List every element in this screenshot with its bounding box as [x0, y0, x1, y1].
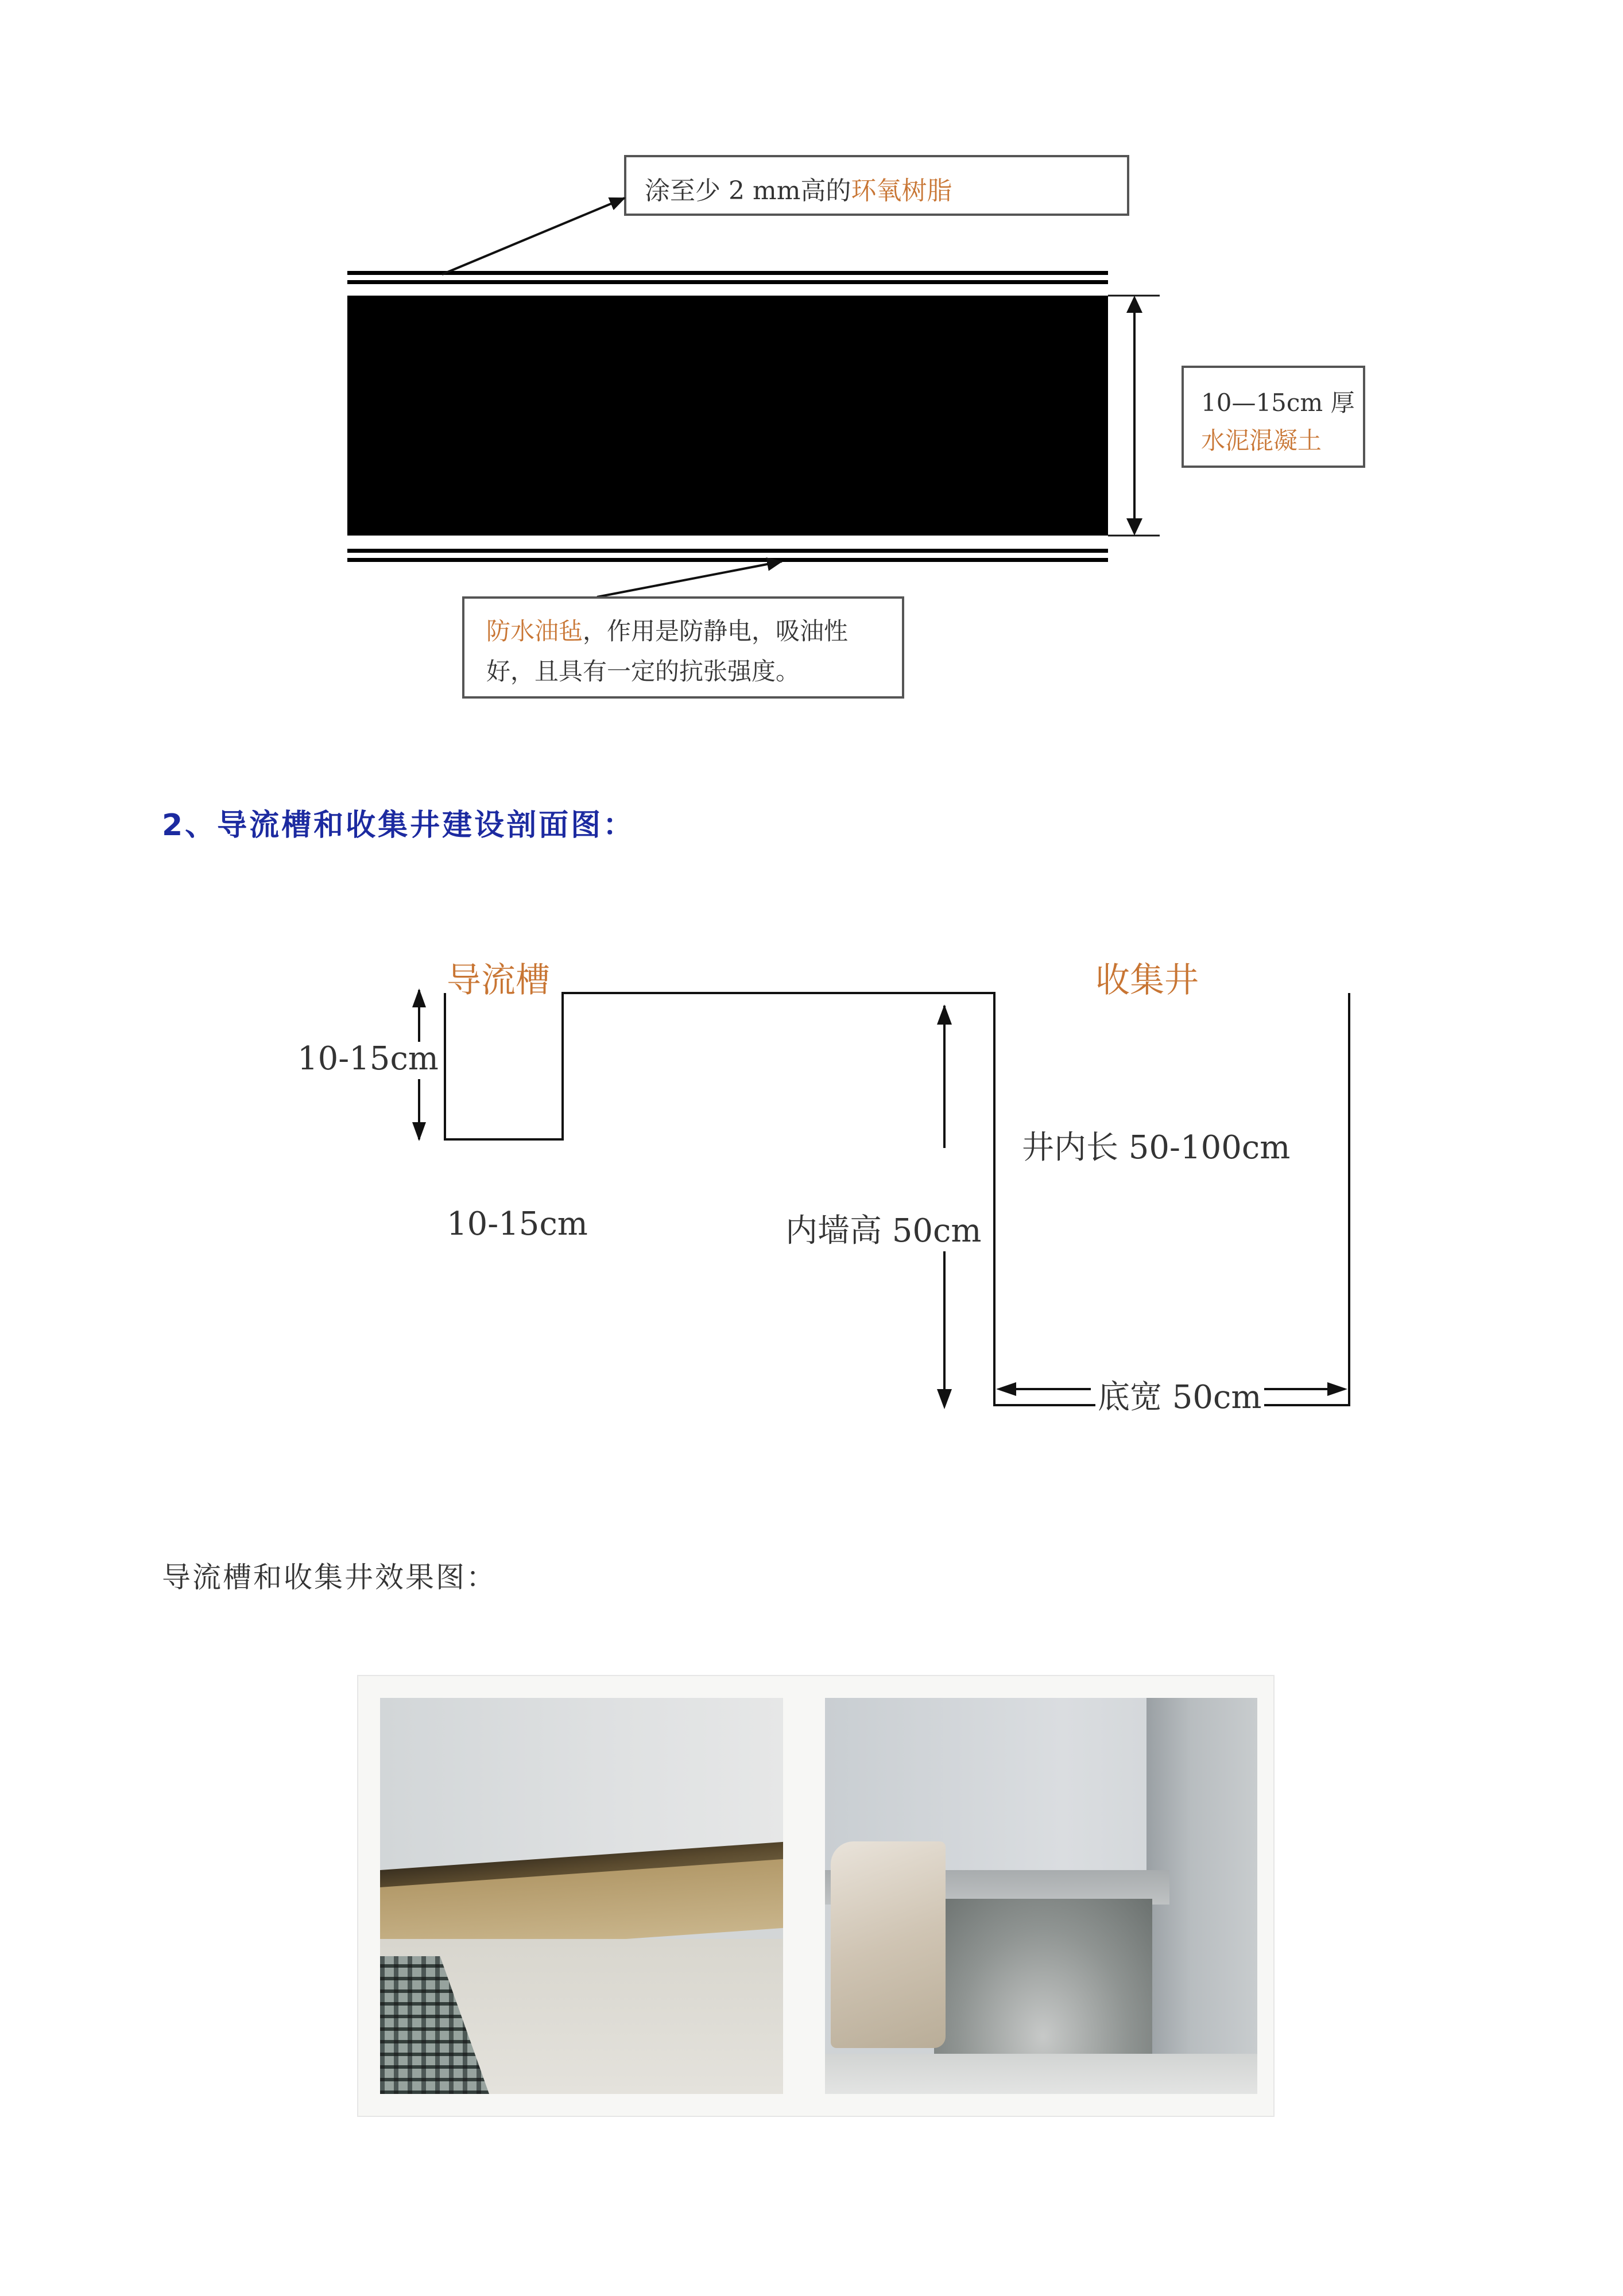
felt-callout-line1-rest: ，作用是防静电，吸油性 — [583, 617, 849, 645]
bottom-width-label: 底宽 50cm — [1095, 1372, 1264, 1418]
wall-height-label: 内墙高 50cm — [785, 1212, 982, 1250]
concrete-callout-line2: 水泥混凝土 — [1201, 426, 1322, 455]
effect-heading: 导流槽和收集井效果图： — [162, 1561, 497, 1594]
epoxy-callout-prefix: 涂至少 2 mm高的 — [645, 176, 851, 205]
felt-callout-line2: 好，且具有一定的抗张强度。 — [486, 657, 800, 685]
channel-label: 导流槽 — [447, 960, 550, 1000]
well-label: 收集井 — [1095, 960, 1199, 1000]
channel-photo — [380, 1698, 783, 2094]
section-2-heading: 2、导流槽和收集井建设剖面图： — [162, 808, 636, 843]
well-photo — [825, 1698, 1257, 2094]
epoxy-callout-highlight: 环氧树脂 — [851, 176, 952, 205]
felt-callout-highlight: 防水油毡 — [486, 617, 583, 645]
channel-width-label: 10-15cm — [447, 1205, 588, 1243]
concrete-callout-line1: 10—15cm 厚 — [1201, 389, 1355, 417]
well-pit — [934, 1899, 1152, 2071]
well-length-label: 井内长 50-100cm — [1022, 1129, 1291, 1166]
channel-depth-label: 10-15cm — [297, 1040, 439, 1077]
